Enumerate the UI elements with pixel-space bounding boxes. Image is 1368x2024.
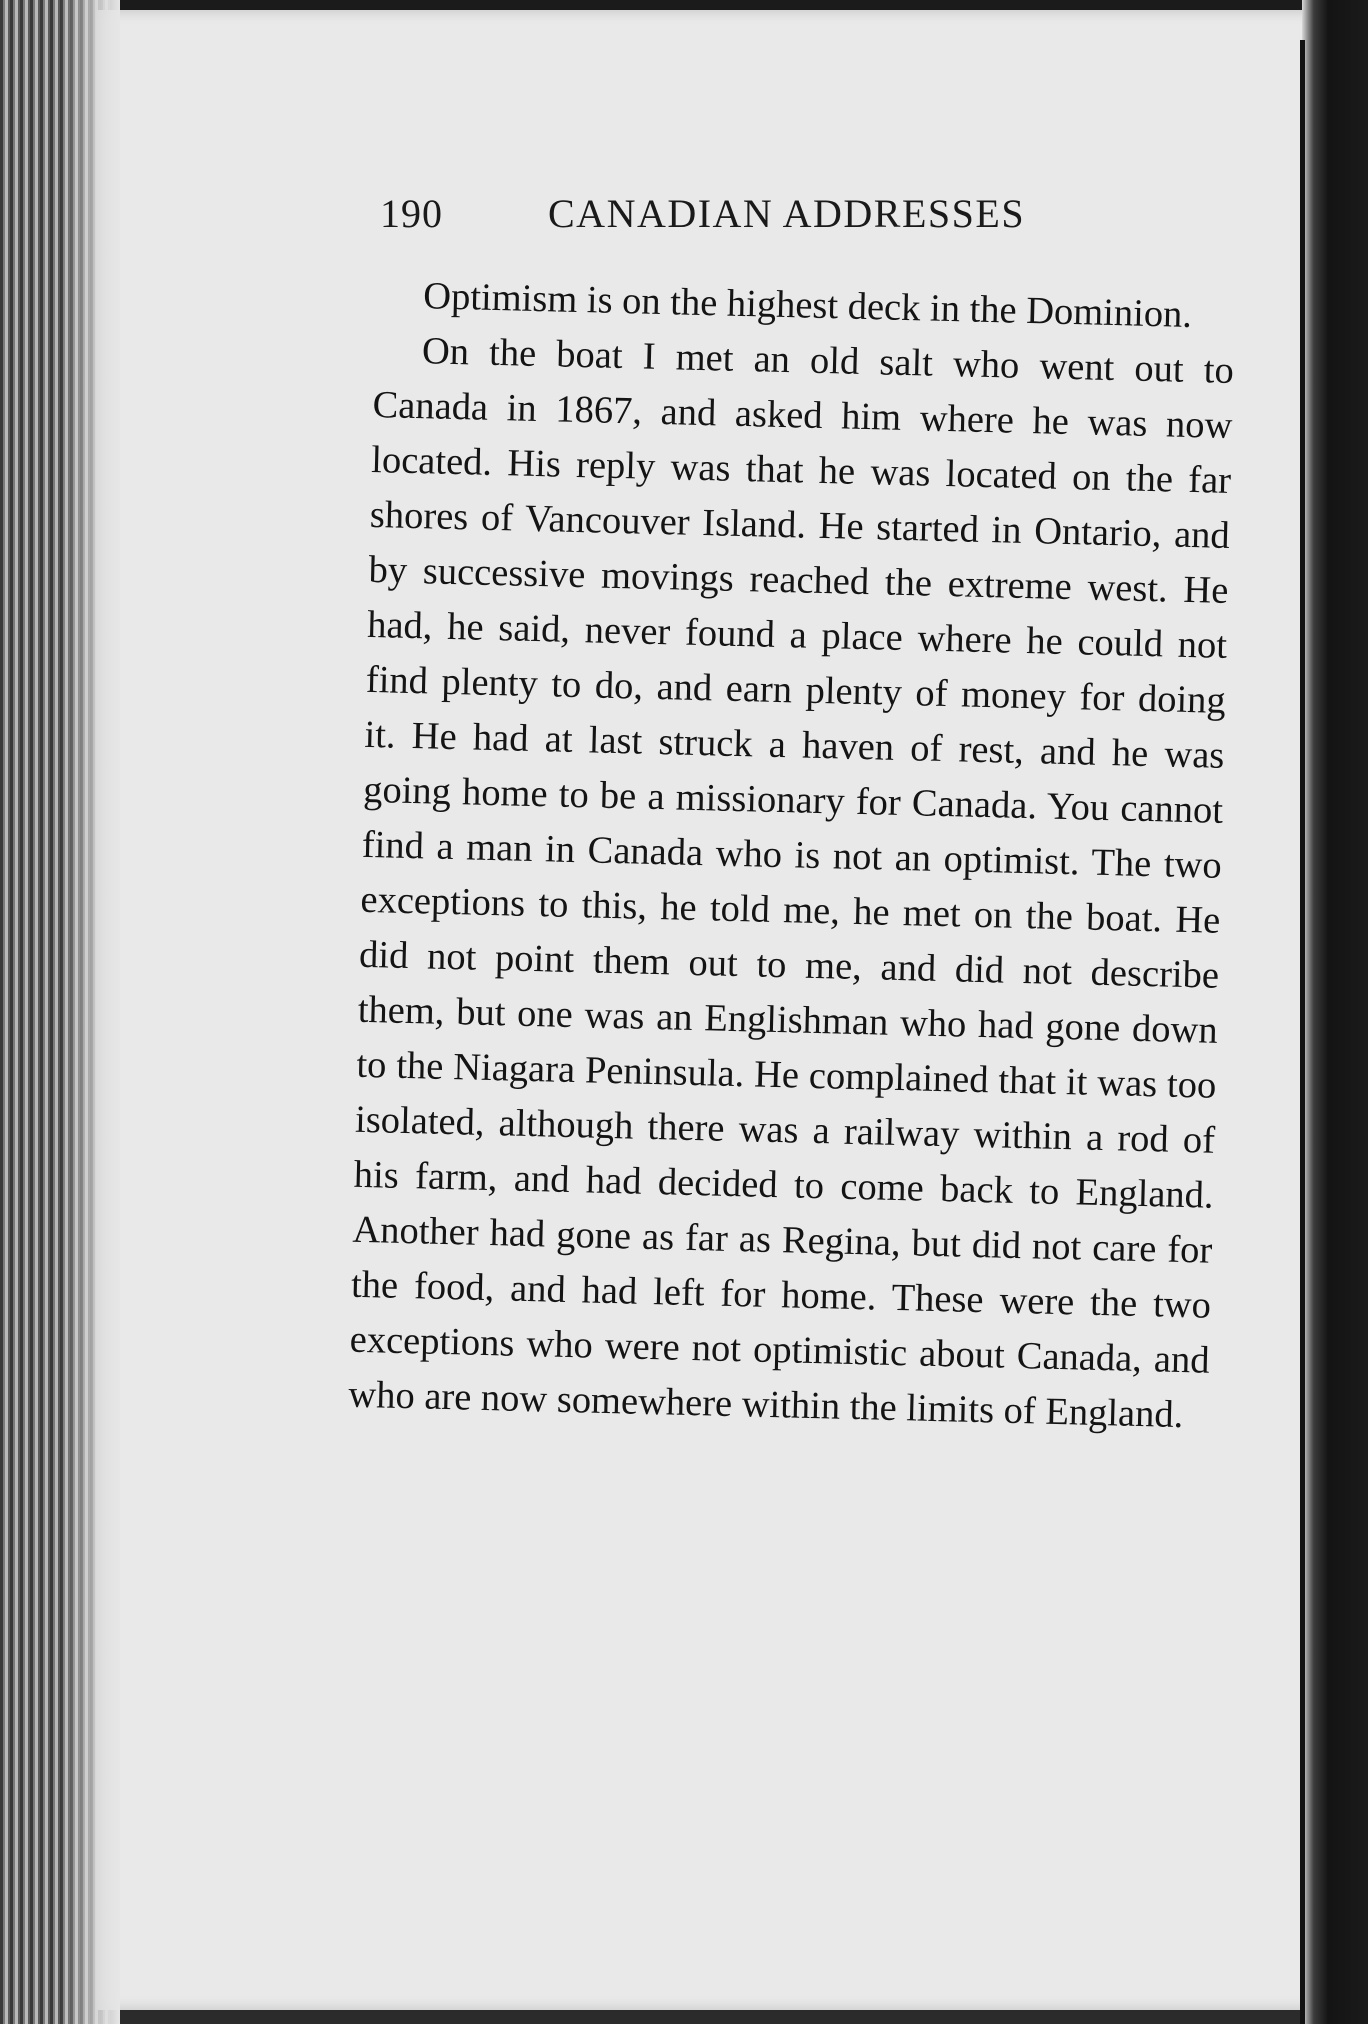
book-binding-edge: [1302, 0, 1368, 2024]
page-header: [380, 190, 1080, 250]
page-border-line: [1300, 40, 1305, 2024]
body-text: [348, 268, 1236, 1444]
paragraph: Optimism is on the highest deck in the Dominion.: [422, 275, 1193, 336]
running-title: CANADIAN ADDRESSES: [548, 191, 1026, 236]
page-edge-fade: [60, 0, 120, 2024]
page-number: 190: [380, 191, 443, 236]
paragraph: On the boat I met an old salt who went out to Canada in 1867, and asked him where he was now located. His reply was that he was located on the far shores of Vancouver Island. He started in Ontario, and by successive movings reached the extreme west. He had, he said, never found a place where he could not find plenty to do, and earn plenty of money for doing it. He had at last struck a haven of rest, and he was going home to be a missionary for Canada. You cannot find a man in Canada who is not an optimist. The two exceptions to this, he told me, he met on the boat. He did not point them out to me, and did not describe them, but one was an Englishman who had gone down to the Niagara Peninsula. He complained that it was too isolated, although there was a railway within a rod of his farm, and had decided to come back to England. Another had gone as far as Regina, but did not care for the food, and had left for home. These were the two exceptions who were not optimistic about Canada, and who are now somewhere within the limits of England.: [347, 330, 1235, 1437]
